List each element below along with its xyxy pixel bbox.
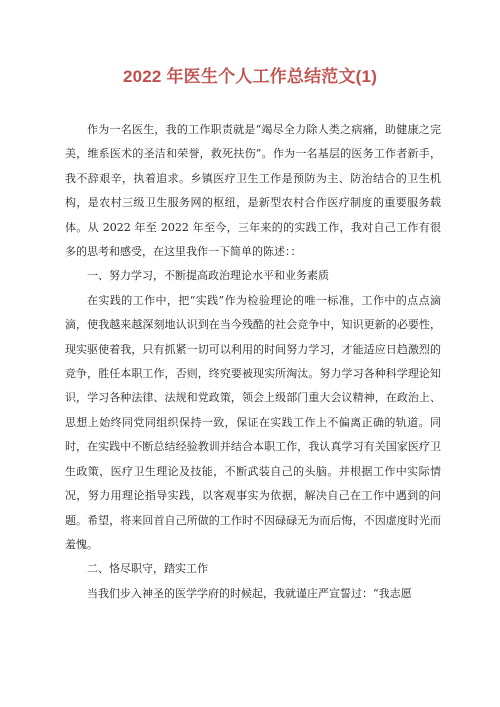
paragraph-section-2: 当我们步入神圣的医学学府的时候起，我就谨庄严宣誓过：“我志愿 bbox=[87, 586, 412, 600]
paragraph-section-1: 在实践的工作中，把“实践”作为检验理论的唯一标准，工作中的点点滴滴，使我越来越深刻地认识到在当今残酷的社会竞争中，知识更新的必要性，现实驱使着我，只有抓紧一切可以利用的时间努力学习，才能适应日趋激烈的竞争，胜任本职工作，否则，终究要被现实所淘汰。努力学习各种科学理论知识，学习各种法律、法规和党政策，领会上级部门重大会议精神，在政治上、思想上始终同党同组织保持一致，保证在实践工作上不偏离正确的轨道。同时，在实践中不断总结经验教训并结合本职工作，我认真学习有关国家医疗卫生政策，医疗卫生理论及技能，不断武装自己的头脑。并根据工作中实际情况，努力用理论指导实践，以客观事实为依据，解决自己在工作中遇到的问题。希望，将来回首自己所做的工作时不因碌碌无为而后悔，不因虚度时光而羞愧。 bbox=[65, 293, 441, 551]
document-body bbox=[65, 118, 441, 606]
document-title: 2022 年医生个人工作总结范文(1) bbox=[122, 67, 378, 86]
paragraph-intro: 作为一名医生，我的工作职责就是“竭尽全力除人类之病痛，助健康之完美，维系医术的圣洁和荣誉，救死扶伤”。作为一名基层的医务工作者新手，我不辞艰辛，执着追求。乡镇医疗卫生工作是预防为主、防治结合的卫生机构，是农村三级卫生服务网的枢纽，是新型农村合作医疗制度的重要服务载体。从 2022 年至 2022 年至今，三年来的的实践工作，我对自己工作有很多的思考和感受，在这里我作一下简单的陈述：： bbox=[65, 123, 441, 259]
section-heading-1: 一、努力学习，不断提高政治理论水平和业务素质 bbox=[87, 269, 329, 283]
section-heading-2: 二、恪尽职守，踏实工作 bbox=[87, 562, 208, 576]
